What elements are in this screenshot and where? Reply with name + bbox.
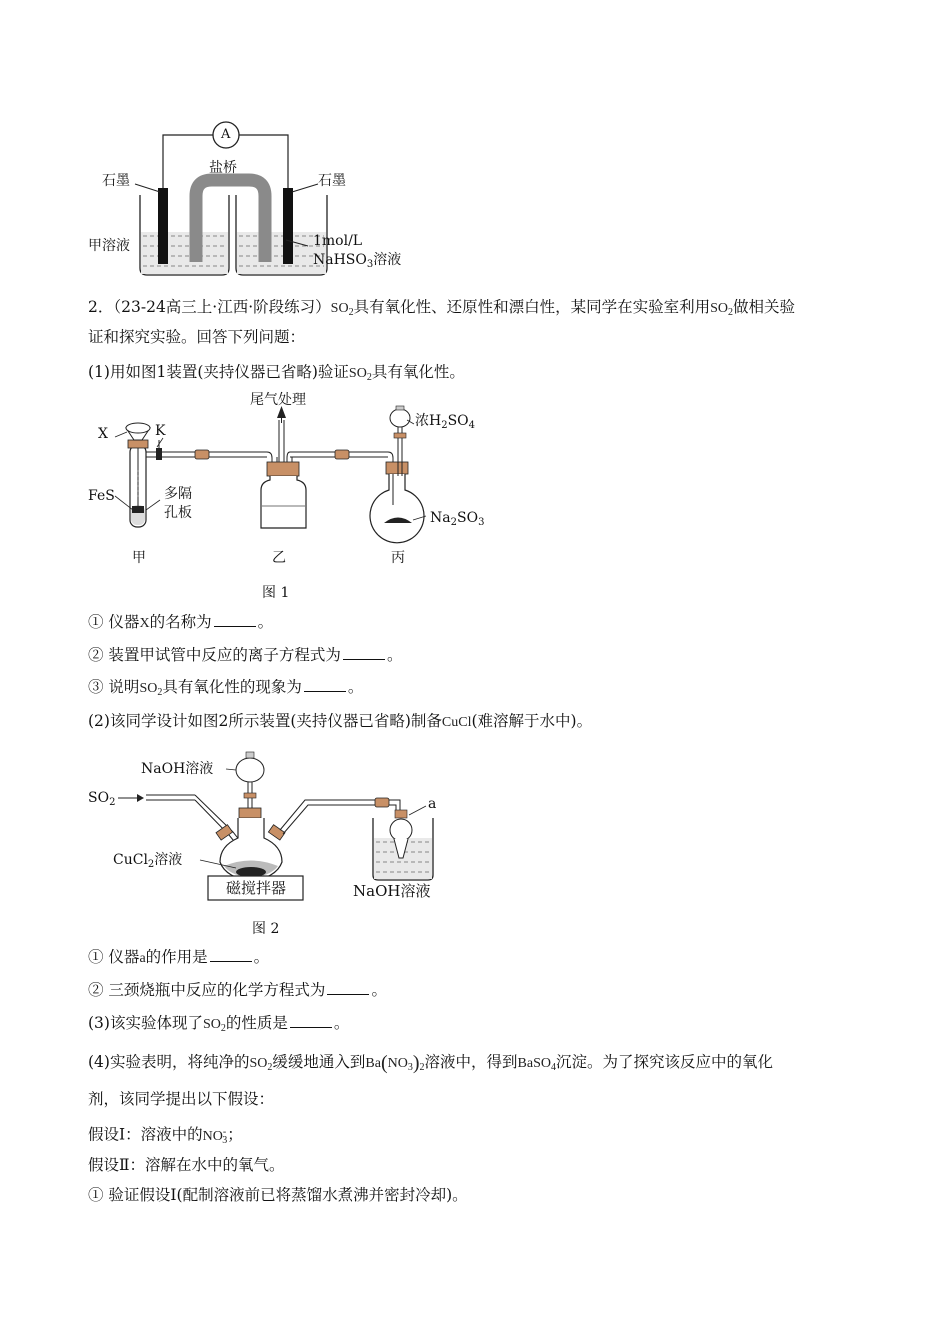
part-4-line-2: 剂，该同学提出以下假设： <box>88 1090 275 1108</box>
so2-formula: $SO_2$ <box>202 1017 226 1034</box>
naoh-bottom-label: NaOH溶液 <box>353 882 431 900</box>
hypothesis-2: 假设Ⅱ：溶解在水中的氧气。 <box>88 1156 285 1174</box>
question-2-intro-line2: 证和探究实验。回答下列问题： <box>88 328 306 346</box>
part-1-text: (1)用如图1装置(夹持仪器已省略)验证$SO_2$具有氧化性。 <box>88 363 465 383</box>
label-bing: 丙 <box>391 550 405 566</box>
fes-label: FeS <box>88 488 115 504</box>
naoh-top-label: NaOH溶液 <box>141 761 214 777</box>
verify-hypothesis-1: ① 验证假设Ⅰ(配制溶液前已将蒸馏水煮沸并密封冷却)。 <box>88 1186 468 1204</box>
valve-k-label: K <box>155 423 166 439</box>
salt-bridge-label: 盐桥 <box>209 160 237 176</box>
ammeter-label: A <box>221 127 231 142</box>
part-2-item-1: ① 仪器a的作用是 。 <box>88 948 270 966</box>
part-4-text: (4)实验表明，将纯净的$SO_2$缓缓地通入到$Ba(NO_3)_2$溶液中，得到BaSO$_4$沉淀。为了探究该反应中的氧化 <box>88 1052 774 1074</box>
question-number: 2． <box>88 298 114 316</box>
answer-blank[interactable] <box>290 1013 332 1028</box>
part-2-item-2: ② 三颈烧瓶中反应的化学方程式为 。 <box>88 981 387 999</box>
so2-formula: $SO_2$ <box>710 301 733 318</box>
graphite-right-label: 石墨 <box>318 173 346 189</box>
funnel-x-label: X <box>98 426 108 442</box>
figure-2-caption: 图 2 <box>252 921 280 937</box>
so2-formula: $SO_2$ <box>330 301 354 318</box>
hypothesis-1: 假设Ⅰ：溶液中的$NO^-_3$； <box>88 1125 243 1146</box>
so2-formula: $SO_2$ <box>249 1056 273 1073</box>
plate-label-2: 孔板 <box>164 505 192 521</box>
part-3-text: (3)该实验体现了$SO_2$的性质是 。 <box>88 1014 350 1034</box>
so2-inlet-label: $SO_2$ <box>88 790 116 808</box>
answer-blank[interactable] <box>327 980 369 995</box>
na2so3-label: $Na_2SO_3$ <box>430 510 485 528</box>
solution-right-conc: 1mol/L <box>313 233 363 249</box>
part-1-item-2: ② 装置甲试管中反应的离子方程式为 。 <box>88 646 403 664</box>
part-1-item-1: ① 仪器X的名称为 。 <box>88 613 274 631</box>
part-1-item-3: ③ 说明$SO_2$具有氧化性的现象为 。 <box>88 678 364 698</box>
cucl2-label: CuCl$_2$溶液 <box>113 852 183 870</box>
ba-no3-2-formula: $Ba(NO_3)_2$ <box>365 1052 425 1074</box>
question-source: （23-24高三上·江西·阶段练习） <box>113 298 331 316</box>
plate-label-1: 多隔 <box>164 486 192 502</box>
solution-right-label: NaHSO$_3$溶液 <box>313 252 402 270</box>
label-jia: 甲 <box>132 550 146 566</box>
nitrate-ion: $NO^-_3$ <box>202 1126 228 1146</box>
part-2-text: (2)该同学设计如图2所示装置(夹持仪器已省略)制备CuCl(难溶解于水中)。 <box>88 712 593 730</box>
label-yi: 乙 <box>272 550 286 566</box>
solution-left-label: 甲溶液 <box>88 238 130 254</box>
so2-formula: $SO_2$ <box>348 366 372 383</box>
so2-formula: $SO_2$ <box>139 681 163 698</box>
cucl-formula: CuCl <box>441 715 472 730</box>
tail-gas-label: 尾气处理 <box>250 392 306 408</box>
funnel-a-label: a <box>428 796 437 812</box>
figure-1-caption: 图 1 <box>262 585 290 601</box>
baso4-formula: BaSO$_4$ <box>517 1056 556 1073</box>
stirrer-label: 磁搅拌器 <box>226 879 287 897</box>
answer-blank[interactable] <box>210 947 252 962</box>
question-2-intro: 2．（23-24高三上·江西·阶段练习）$SO_2$具有氧化性、还原性和漂白性，某同学在实验室利用$SO_2$做相关验 <box>88 298 796 318</box>
conc-acid-label: 浓$H_2SO_4$ <box>415 413 476 431</box>
graphite-left-label: 石墨 <box>102 173 130 189</box>
